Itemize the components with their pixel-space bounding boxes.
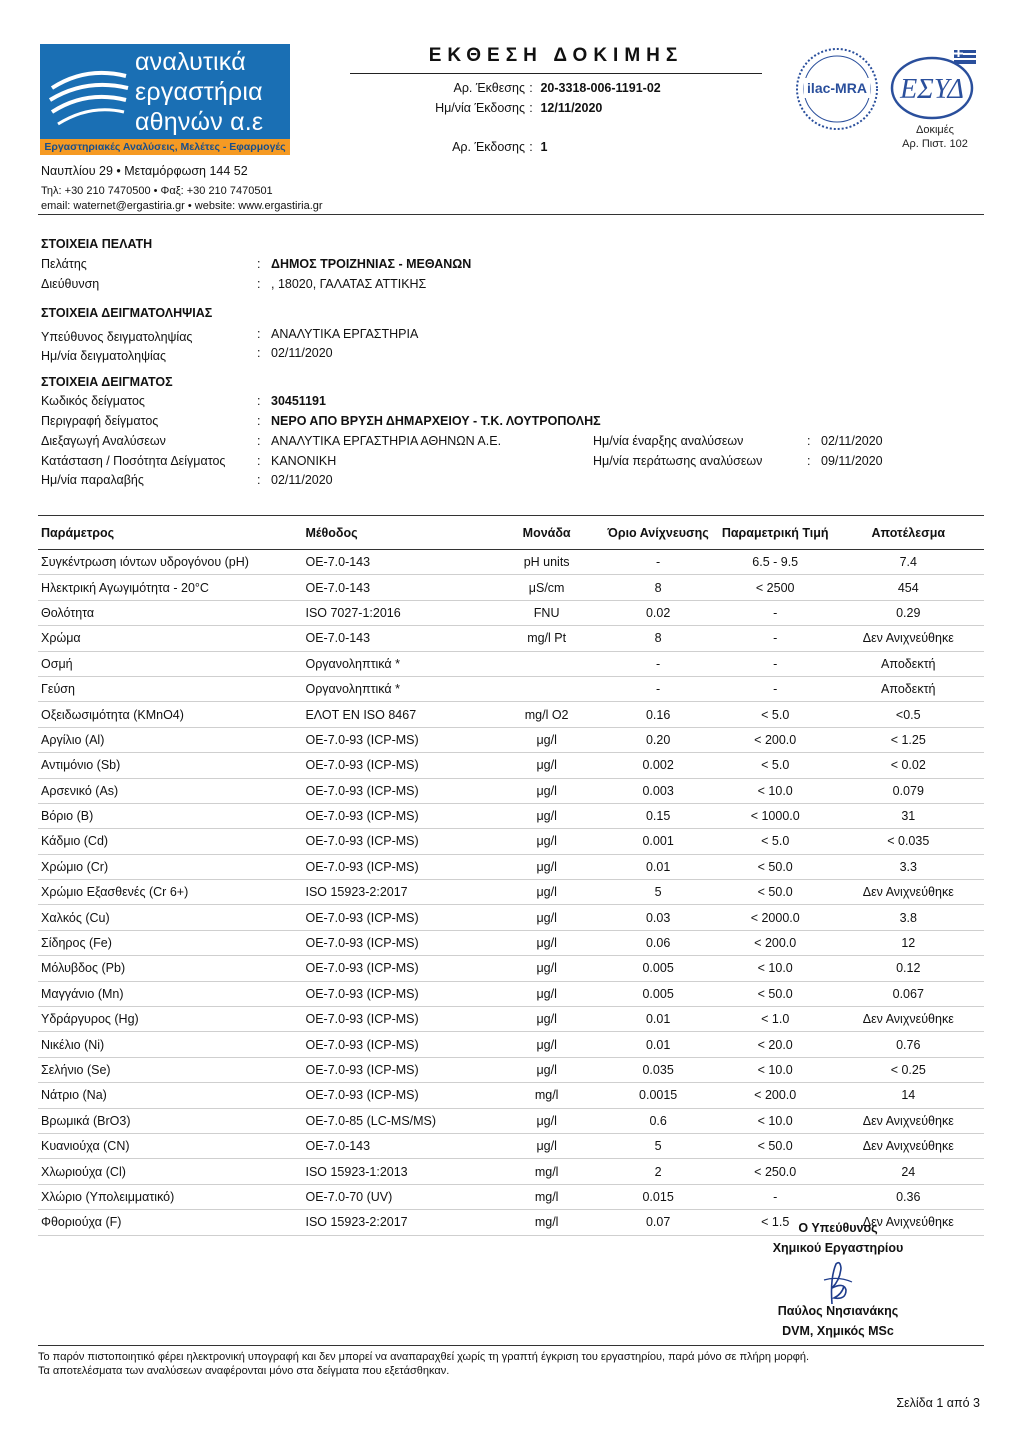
cell-detection-limit: 2 <box>598 1159 718 1184</box>
wave-logo-icon <box>46 58 130 136</box>
cell-parameter: Βρωμικά (BrO3) <box>38 1108 305 1133</box>
table-row <box>38 1159 984 1184</box>
cell-result: 0.12 <box>833 956 984 981</box>
cell-method: OE-7.0-93 (ICP-MS) <box>305 727 494 752</box>
cell-parameter: Κυανιούχα (CN) <box>38 1133 305 1158</box>
table-row <box>38 753 984 778</box>
cell-detection-limit: 0.03 <box>598 905 718 930</box>
sampling-responsible-value: ΑΝΑΛΥΤΙΚΑ ΕΡΓΑΣΤΗΡΙΑ <box>271 327 419 341</box>
cell-result: Δεν Ανιχνεύθηκε <box>833 1007 984 1032</box>
sample-state-value: ΚΑΝΟΝΙΚΗ <box>271 454 337 468</box>
client-section-title: ΣΤΟΙΧΕΙΑ ΠΕΛΑΤΗ <box>41 237 153 251</box>
cell-parameter: Οσμή <box>38 651 305 676</box>
cell-detection-limit: 0.06 <box>598 930 718 955</box>
table-row <box>38 905 984 930</box>
table-row <box>38 702 984 727</box>
header-divider <box>38 214 984 215</box>
table-row <box>38 829 984 854</box>
cell-parametric-value: < 1.5 <box>718 1210 833 1235</box>
cell-parametric-value: - <box>718 651 833 676</box>
cell-detection-limit: 0.035 <box>598 1057 718 1082</box>
cell-result: 7.4 <box>833 550 984 575</box>
cell-parameter: Χλωριούχα (Cl) <box>38 1159 305 1184</box>
table-row <box>38 930 984 955</box>
sampling-date-value: 02/11/2020 <box>271 346 333 360</box>
sample-state-label: Κατάσταση / Ποσότητα Δείγματος <box>41 454 226 468</box>
cell-parameter: Αντιμόνιο (Sb) <box>38 753 305 778</box>
cell-parametric-value: - <box>718 626 833 651</box>
company-logo <box>40 44 290 140</box>
cell-unit: μg/l <box>495 803 598 828</box>
table-row <box>38 550 984 575</box>
sample-desc-value: ΝΕΡΟ ΑΠΟ ΒΡΥΣΗ ΔΗΜΑΡΧΕΙΟΥ - Τ.Κ. ΛΟΥΤΡΟΠΟΛΗΣ <box>271 414 601 428</box>
cell-detection-limit: - <box>598 550 718 575</box>
cell-parametric-value: < 20.0 <box>718 1032 833 1057</box>
ilac-mra-badge-icon <box>794 46 880 132</box>
cell-result: 24 <box>833 1159 984 1184</box>
cell-parameter: Συγκέντρωση ιόντων υδρογόνου (pH) <box>38 550 305 575</box>
cell-unit: pH units <box>495 550 598 575</box>
cell-parameter: Βόριο (B) <box>38 803 305 828</box>
cell-parametric-value: 6.5 - 9.5 <box>718 550 833 575</box>
cell-method: OE-7.0-93 (ICP-MS) <box>305 981 494 1006</box>
cell-detection-limit: 5 <box>598 1133 718 1158</box>
table-row <box>38 1057 984 1082</box>
sampling-responsible-label: Υπεύθυνος δειγματοληψίας <box>41 330 193 344</box>
sample-section-title: ΣΤΟΙΧΕΙΑ ΔΕΙΓΜΑΤΟΣ <box>41 375 173 389</box>
cell-parameter: Χλώριο (Υπολειμματικό) <box>38 1184 305 1209</box>
signature-scribble-icon <box>814 1258 864 1308</box>
cell-unit: FNU <box>495 600 598 625</box>
cell-detection-limit: 8 <box>598 575 718 600</box>
cell-unit: μg/l <box>495 930 598 955</box>
sample-desc-label: Περιγραφή δείγματος <box>41 414 159 428</box>
header-result: Αποτέλεσμα <box>833 516 984 550</box>
cell-parameter: Αρσενικό (As) <box>38 778 305 803</box>
esyd-badge-text: ΕΣΥΔ <box>900 74 964 105</box>
cell-detection-limit: 0.16 <box>598 702 718 727</box>
cell-method: ΕΛΟΤ EN ISO 8467 <box>305 702 494 727</box>
cell-parametric-value: < 5.0 <box>718 829 833 854</box>
cell-parameter: Χρώμα <box>38 626 305 651</box>
cell-parameter: Φθοριούχα (F) <box>38 1210 305 1235</box>
logo-line-1: αναλυτικά <box>135 48 246 76</box>
cell-parametric-value: < 200.0 <box>718 1083 833 1108</box>
cell-result: Αποδεκτή <box>833 676 984 701</box>
client-address-label: Διεύθυνση <box>41 277 100 291</box>
analysis-end-label: Ημ/νία περάτωσης αναλύσεων <box>593 454 763 468</box>
cell-detection-limit: 0.20 <box>598 727 718 752</box>
cell-result: Δεν Ανιχνεύθηκε <box>833 626 984 651</box>
cell-parameter: Νάτριο (Na) <box>38 1083 305 1108</box>
logo-line-3: αθηνών α.ε <box>135 108 264 136</box>
cell-result: Δεν Ανιχνεύθηκε <box>833 880 984 905</box>
header-parametric-value: Παραμετρική Τιμή <box>718 516 833 550</box>
signature-line-2: Χημικού Εργαστηρίου <box>772 1241 904 1255</box>
cell-detection-limit: 0.005 <box>598 981 718 1006</box>
cell-unit: μg/l <box>495 1057 598 1082</box>
header-parameter: Παράμετρος <box>38 516 305 550</box>
cell-parametric-value: - <box>718 1184 833 1209</box>
cell-parameter: Μαγγάνιο (Mn) <box>38 981 305 1006</box>
table-row <box>38 981 984 1006</box>
cell-result: Αποδεκτή <box>833 651 984 676</box>
cell-method: OE-7.0-93 (ICP-MS) <box>305 854 494 879</box>
cell-parametric-value: < 5.0 <box>718 702 833 727</box>
cell-unit: μg/l <box>495 880 598 905</box>
cell-detection-limit: - <box>598 651 718 676</box>
issue-date-row: Ημ/νία Έκδοσης : 12/11/2020 <box>420 101 602 115</box>
signatory-title: DVM, Χημικός MSc <box>782 1324 894 1338</box>
cell-parameter: Οξειδωσιμότητα (KMnO4) <box>38 702 305 727</box>
client-address-value: , 18020, ΓΑΛΑΤΑΣ ΑΤΤΙΚΗΣ <box>271 277 427 291</box>
cell-parametric-value: < 50.0 <box>718 981 833 1006</box>
table-row <box>38 803 984 828</box>
esyd-badge-icon <box>888 44 984 122</box>
cell-parameter: Χρώμιο (Cr) <box>38 854 305 879</box>
cell-parameter: Νικέλιο (Ni) <box>38 1032 305 1057</box>
sample-lab-label: Διεξαγωγή Αναλύσεων <box>41 434 166 448</box>
cell-parameter: Σελήνιο (Se) <box>38 1057 305 1082</box>
client-value: ΔΗΜΟΣ ΤΡΟΙΖΗΝΙΑΣ - ΜΕΘΑΝΩΝ <box>271 257 472 271</box>
cell-parameter: Κάδμιο (Cd) <box>38 829 305 854</box>
cell-method: OE-7.0-93 (ICP-MS) <box>305 778 494 803</box>
cell-detection-limit: 0.02 <box>598 600 718 625</box>
table-row <box>38 676 984 701</box>
sample-lab-value: ΑΝΑΛΥΤΙΚΑ ΕΡΓΑΣΤΗΡΙΑ ΑΘΗΝΩΝ Α.Ε. <box>271 434 502 448</box>
cell-unit: mg/l O2 <box>495 702 598 727</box>
cell-result: < 1.25 <box>833 727 984 752</box>
accreditation-caption-tests: Δοκιμές <box>916 124 954 136</box>
cell-result: <0.5 <box>833 702 984 727</box>
table-row <box>38 956 984 981</box>
cell-detection-limit: 5 <box>598 880 718 905</box>
cell-detection-limit: 0.002 <box>598 753 718 778</box>
cell-parametric-value: < 200.0 <box>718 727 833 752</box>
cell-detection-limit: 0.001 <box>598 829 718 854</box>
cell-method: ISO 15923-2:2017 <box>305 880 494 905</box>
cell-method: ISO 7027-1:2016 <box>305 600 494 625</box>
cell-detection-limit: 0.003 <box>598 778 718 803</box>
cell-method: OE-7.0-143 <box>305 626 494 651</box>
footer-divider <box>38 1345 984 1346</box>
cell-parametric-value: < 200.0 <box>718 930 833 955</box>
cell-result: 0.36 <box>833 1184 984 1209</box>
cell-unit <box>495 651 598 676</box>
cell-parameter: Χρώμιο Εξασθενές (Cr 6+) <box>38 880 305 905</box>
table-row <box>38 1032 984 1057</box>
cell-unit: mg/l <box>495 1210 598 1235</box>
cell-parametric-value: < 250.0 <box>718 1159 833 1184</box>
table-row <box>38 1007 984 1032</box>
cell-parametric-value: < 10.0 <box>718 1057 833 1082</box>
footer-note-2: Τα αποτελέσματα των αναλύσεων αναφέρονται μόνο στα δείγματα που εξετάσθηκαν. <box>38 1365 450 1377</box>
cell-unit: μg/l <box>495 753 598 778</box>
cell-unit: μg/l <box>495 1133 598 1158</box>
cell-method: OE-7.0-93 (ICP-MS) <box>305 1007 494 1032</box>
cell-parameter: Μόλυβδος (Pb) <box>38 956 305 981</box>
header-unit: Μονάδα <box>495 516 598 550</box>
cell-detection-limit: 0.01 <box>598 854 718 879</box>
cell-unit: μg/l <box>495 727 598 752</box>
analysis-start-value: 02/11/2020 <box>821 434 883 448</box>
accreditation-caption-cert: Αρ. Πιστ. 102 <box>902 138 968 150</box>
cell-parametric-value: < 10.0 <box>718 1108 833 1133</box>
cell-unit: μg/l <box>495 1108 598 1133</box>
cell-method: OE-7.0-93 (ICP-MS) <box>305 753 494 778</box>
cell-detection-limit: 0.15 <box>598 803 718 828</box>
cell-method: ISO 15923-1:2013 <box>305 1159 494 1184</box>
company-address: Ναυπλίου 29 • Μεταμόρφωση 144 52 <box>41 164 248 178</box>
sample-code-label: Κωδικός δείγματος <box>41 394 145 408</box>
cell-unit: μg/l <box>495 981 598 1006</box>
cell-result: 0.76 <box>833 1032 984 1057</box>
edition-value: 1 <box>540 140 548 154</box>
cell-parametric-value: < 1.0 <box>718 1007 833 1032</box>
cell-parameter: Σίδηρος (Fe) <box>38 930 305 955</box>
cell-parametric-value: < 10.0 <box>718 956 833 981</box>
page-number: Σελίδα 1 από 3 <box>896 1396 980 1410</box>
cell-detection-limit: 0.0015 <box>598 1083 718 1108</box>
edition-row: Αρ. Έκδοσης : 1 <box>420 140 547 154</box>
table-row <box>38 626 984 651</box>
cell-detection-limit: 0.07 <box>598 1210 718 1235</box>
table-row <box>38 1133 984 1158</box>
cell-unit: μg/l <box>495 854 598 879</box>
table-row <box>38 854 984 879</box>
issue-date-value: 12/11/2020 <box>540 101 603 115</box>
cell-detection-limit: 0.015 <box>598 1184 718 1209</box>
cell-method: OE-7.0-93 (ICP-MS) <box>305 1032 494 1057</box>
cell-result: 14 <box>833 1083 984 1108</box>
cell-parameter: Χαλκός (Cu) <box>38 905 305 930</box>
cell-result: 12 <box>833 930 984 955</box>
cell-unit: μS/cm <box>495 575 598 600</box>
cell-method: OE-7.0-93 (ICP-MS) <box>305 1057 494 1082</box>
cell-result: 454 <box>833 575 984 600</box>
cell-parametric-value: < 10.0 <box>718 778 833 803</box>
cell-parametric-value: < 50.0 <box>718 880 833 905</box>
sample-received-value: 02/11/2020 <box>271 473 333 487</box>
cell-result: Δεν Ανιχνεύθηκε <box>833 1108 984 1133</box>
ilac-badge-text: ilac-MRA <box>807 80 867 96</box>
cell-method: ISO 15923-2:2017 <box>305 1210 494 1235</box>
edition-label: Αρ. Έκδοσης <box>452 140 525 154</box>
cell-unit: μg/l <box>495 1007 598 1032</box>
logo-tagline: Εργαστηριακές Αναλύσεις, Μελέτες - Εφαρμογές <box>40 139 290 155</box>
cell-unit: mg/l <box>495 1083 598 1108</box>
table-row <box>38 1184 984 1209</box>
cell-parametric-value: < 2000.0 <box>718 905 833 930</box>
header-detection-limit: Όριο Ανίχνευσης <box>598 516 718 550</box>
client-label: Πελάτης <box>41 257 87 271</box>
cell-unit: μg/l <box>495 1032 598 1057</box>
issue-date-label: Ημ/νία Έκδοσης <box>435 101 525 115</box>
sample-code-value: 30451191 <box>271 394 326 408</box>
table-row <box>38 575 984 600</box>
cell-result: Δεν Ανιχνεύθηκε <box>833 1133 984 1158</box>
report-number-row: Αρ. Έκθεσης : 20-3318-006-1191-02 <box>420 81 661 95</box>
cell-parametric-value: < 5.0 <box>718 753 833 778</box>
cell-result: < 0.02 <box>833 753 984 778</box>
company-phone-fax: Τηλ: +30 210 7470500 • Φαξ: +30 210 7470501 <box>41 185 273 197</box>
cell-unit: μg/l <box>495 778 598 803</box>
cell-detection-limit: 8 <box>598 626 718 651</box>
sampling-section-title: ΣΤΟΙΧΕΙΑ ΔΕΙΓΜΑΤΟΛΗΨΙΑΣ <box>41 306 213 320</box>
cell-result: 3.8 <box>833 905 984 930</box>
cell-detection-limit: 0.6 <box>598 1108 718 1133</box>
cell-result: 3.3 <box>833 854 984 879</box>
cell-method: OE-7.0-93 (ICP-MS) <box>305 1083 494 1108</box>
cell-detection-limit: 0.01 <box>598 1032 718 1057</box>
cell-detection-limit: 0.01 <box>598 1007 718 1032</box>
signature-line-1: Ο Υπεύθυνος <box>798 1221 878 1235</box>
cell-result: < 0.25 <box>833 1057 984 1082</box>
cell-method: OE-7.0-70 (UV) <box>305 1184 494 1209</box>
cell-parameter: Υδράργυρος (Hg) <box>38 1007 305 1032</box>
cell-unit <box>495 676 598 701</box>
cell-parametric-value: < 2500 <box>718 575 833 600</box>
table-row <box>38 1083 984 1108</box>
cell-method: OE-7.0-143 <box>305 575 494 600</box>
cell-parameter: Γεύση <box>38 676 305 701</box>
analysis-start-label: Ημ/νία έναρξης αναλύσεων <box>593 434 744 448</box>
cell-method: OE-7.0-143 <box>305 1133 494 1158</box>
cell-method: Οργανοληπτικά * <box>305 676 494 701</box>
cell-parametric-value: < 50.0 <box>718 854 833 879</box>
cell-method: OE-7.0-93 (ICP-MS) <box>305 930 494 955</box>
table-row <box>38 727 984 752</box>
table-row <box>38 1108 984 1133</box>
cell-parametric-value: < 1000.0 <box>718 803 833 828</box>
table-row <box>38 651 984 676</box>
cell-method: OE-7.0-93 (ICP-MS) <box>305 829 494 854</box>
cell-unit: μg/l <box>495 905 598 930</box>
cell-result: 0.29 <box>833 600 984 625</box>
report-title: ΕΚΘΕΣΗ ΔΟΚΙΜΗΣ <box>350 45 762 74</box>
cell-parametric-value: - <box>718 676 833 701</box>
cell-unit: mg/l <box>495 1184 598 1209</box>
cell-unit: μg/l <box>495 829 598 854</box>
results-table <box>38 515 984 1236</box>
cell-result: < 0.035 <box>833 829 984 854</box>
table-row <box>38 880 984 905</box>
sample-received-label: Ημ/νία παραλαβής <box>41 473 144 487</box>
signatory-name: Παύλος Νησιανάκης <box>777 1304 899 1318</box>
cell-parametric-value: - <box>718 600 833 625</box>
report-number-value: 20-3318-006-1191-02 <box>540 81 661 95</box>
cell-method: OE-7.0-93 (ICP-MS) <box>305 905 494 930</box>
logo-line-2: εργαστήρια <box>135 78 263 106</box>
cell-unit: mg/l <box>495 1159 598 1184</box>
cell-detection-limit: 0.005 <box>598 956 718 981</box>
table-row <box>38 778 984 803</box>
analysis-end-value: 09/11/2020 <box>821 454 883 468</box>
company-email-web: email: waternet@ergastiria.gr • website: www.ergastiria.gr <box>41 200 323 212</box>
cell-result: 0.079 <box>833 778 984 803</box>
sampling-date-label: Ημ/νία δειγματοληψίας <box>41 349 167 363</box>
report-number-label: Αρ. Έκθεσης <box>453 81 525 95</box>
table-row <box>38 600 984 625</box>
cell-result: 31 <box>833 803 984 828</box>
cell-unit: μg/l <box>495 956 598 981</box>
cell-parametric-value: < 50.0 <box>718 1133 833 1158</box>
cell-method: OE-7.0-85 (LC-MS/MS) <box>305 1108 494 1133</box>
cell-result: 0.067 <box>833 981 984 1006</box>
cell-detection-limit: - <box>598 676 718 701</box>
header-method: Μέθοδος <box>305 516 494 550</box>
cell-method: Οργανοληπτικά * <box>305 651 494 676</box>
results-header-row <box>38 516 984 550</box>
cell-method: OE-7.0-143 <box>305 550 494 575</box>
cell-parameter: Θολότητα <box>38 600 305 625</box>
cell-parameter: Αργίλιο (Al) <box>38 727 305 752</box>
cell-method: OE-7.0-93 (ICP-MS) <box>305 803 494 828</box>
cell-result: Δεν Ανιχνεύθηκε <box>833 1210 984 1235</box>
cell-parameter: Ηλεκτρική Αγωγιμότητα - 20°C <box>38 575 305 600</box>
cell-method: OE-7.0-93 (ICP-MS) <box>305 956 494 981</box>
footer-note-1: Το παρόν πιστοποιητικό φέρει ηλεκτρονική υπογραφή και δεν μπορεί να αναπαραχθεί χωρίς τη γραπτή έγκριση του εργαστηρίου, παρά μόνο σε πλήρη μορφή. <box>38 1351 810 1363</box>
cell-unit: mg/l Pt <box>495 626 598 651</box>
